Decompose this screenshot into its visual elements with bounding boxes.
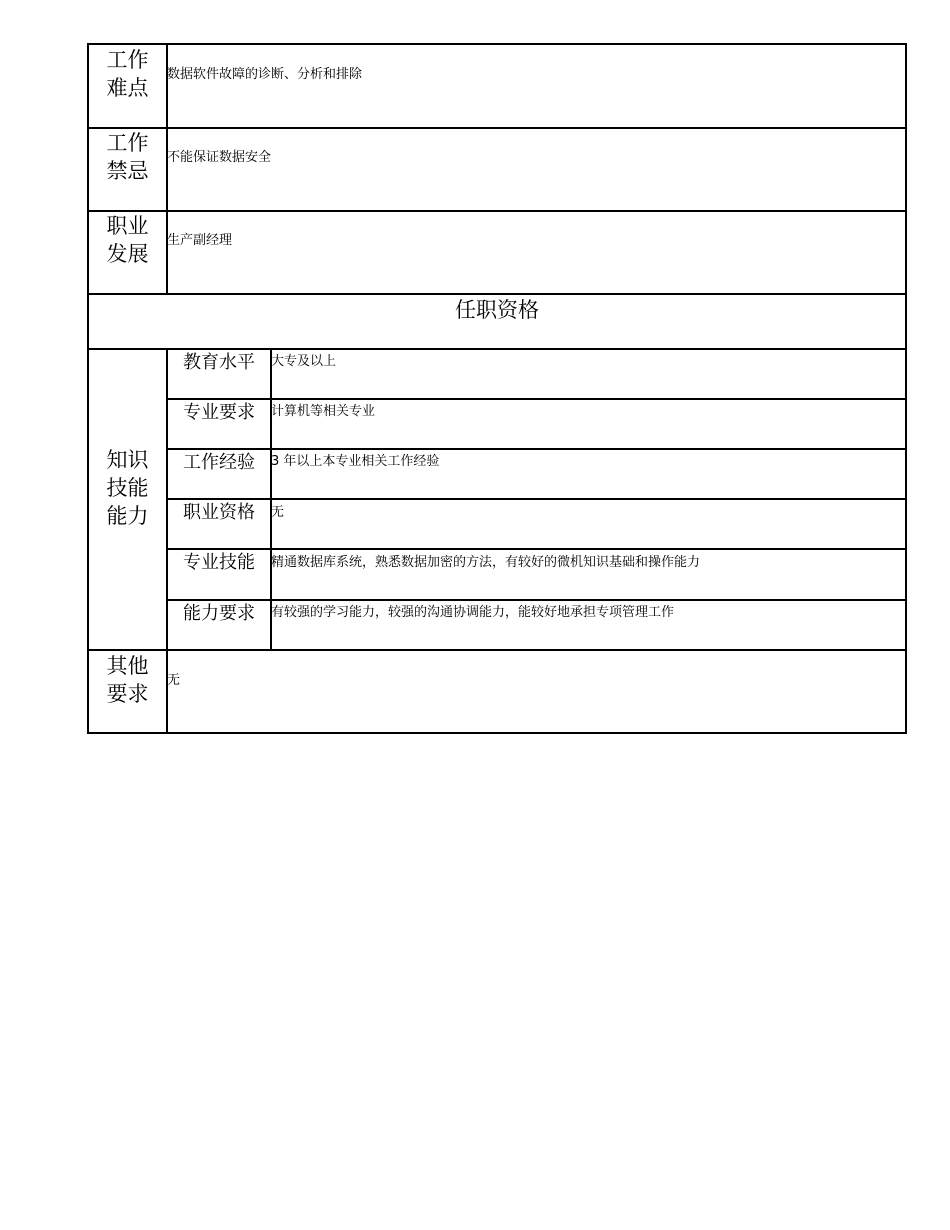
item-value-certification: 无 <box>271 505 285 520</box>
row-label-difficulty <box>89 46 166 102</box>
item-label-major: 专业要求 <box>183 402 255 423</box>
item-label-certification: 职业资格 <box>183 502 255 523</box>
item-value-education: 大专及以上 <box>271 354 337 369</box>
section-title-qualification: 任职资格 <box>455 298 539 322</box>
group-label-line: 能力 <box>106 504 149 528</box>
group-label-line: 技能 <box>106 476 149 500</box>
row-label-line: 职业 <box>106 214 149 238</box>
row-label-other <box>89 652 166 708</box>
row-value-taboo: 不能保证数据安全 <box>167 150 272 165</box>
item-value-skills: 精通数据库系统，熟悉数据加密的方法，有较好的微机知识基础和操作能力 <box>271 555 701 570</box>
row-label-line: 工作 <box>106 131 149 155</box>
row-value-other: 无 <box>167 673 181 688</box>
sub-row-divider <box>166 599 907 601</box>
sub-row-divider <box>166 498 907 500</box>
row-divider <box>87 127 907 129</box>
row-value-career: 生产副经理 <box>167 233 233 248</box>
row-value-difficulty: 数据软件故障的诊断、分析和排除 <box>167 67 363 82</box>
group-label-line: 知识 <box>106 448 149 472</box>
row-divider <box>87 649 907 651</box>
row-label-taboo <box>89 129 166 185</box>
table-border-right <box>905 43 907 734</box>
sub-row-divider <box>166 398 907 400</box>
row-label-line: 工作 <box>106 48 149 72</box>
table-border-bottom <box>87 732 907 734</box>
row-divider <box>87 293 907 295</box>
row-label-line: 禁忌 <box>106 159 149 183</box>
item-value-ability: 有较强的学习能力，较强的沟通协调能力，能较好地承担专项管理工作 <box>271 605 675 620</box>
row-divider <box>87 210 907 212</box>
item-label-ability: 能力要求 <box>183 603 255 624</box>
item-label-education: 教育水平 <box>183 352 255 373</box>
sub-row-divider <box>166 548 907 550</box>
item-label-skills: 专业技能 <box>183 552 255 573</box>
row-label-career <box>89 212 166 268</box>
row-label-line: 其他 <box>106 654 149 678</box>
item-value-major: 计算机等相关专业 <box>271 404 376 419</box>
table-border-top <box>87 43 907 45</box>
item-value-experience: 3 年以上本专业相关工作经验 <box>271 454 440 469</box>
row-label-line: 发展 <box>106 242 149 266</box>
sub-row-divider <box>166 448 907 450</box>
group-label-knowledge-skills <box>89 446 166 530</box>
row-divider <box>87 348 907 350</box>
item-label-experience: 工作经验 <box>183 452 255 473</box>
row-label-line: 要求 <box>106 682 149 706</box>
row-label-line: 难点 <box>106 76 149 100</box>
